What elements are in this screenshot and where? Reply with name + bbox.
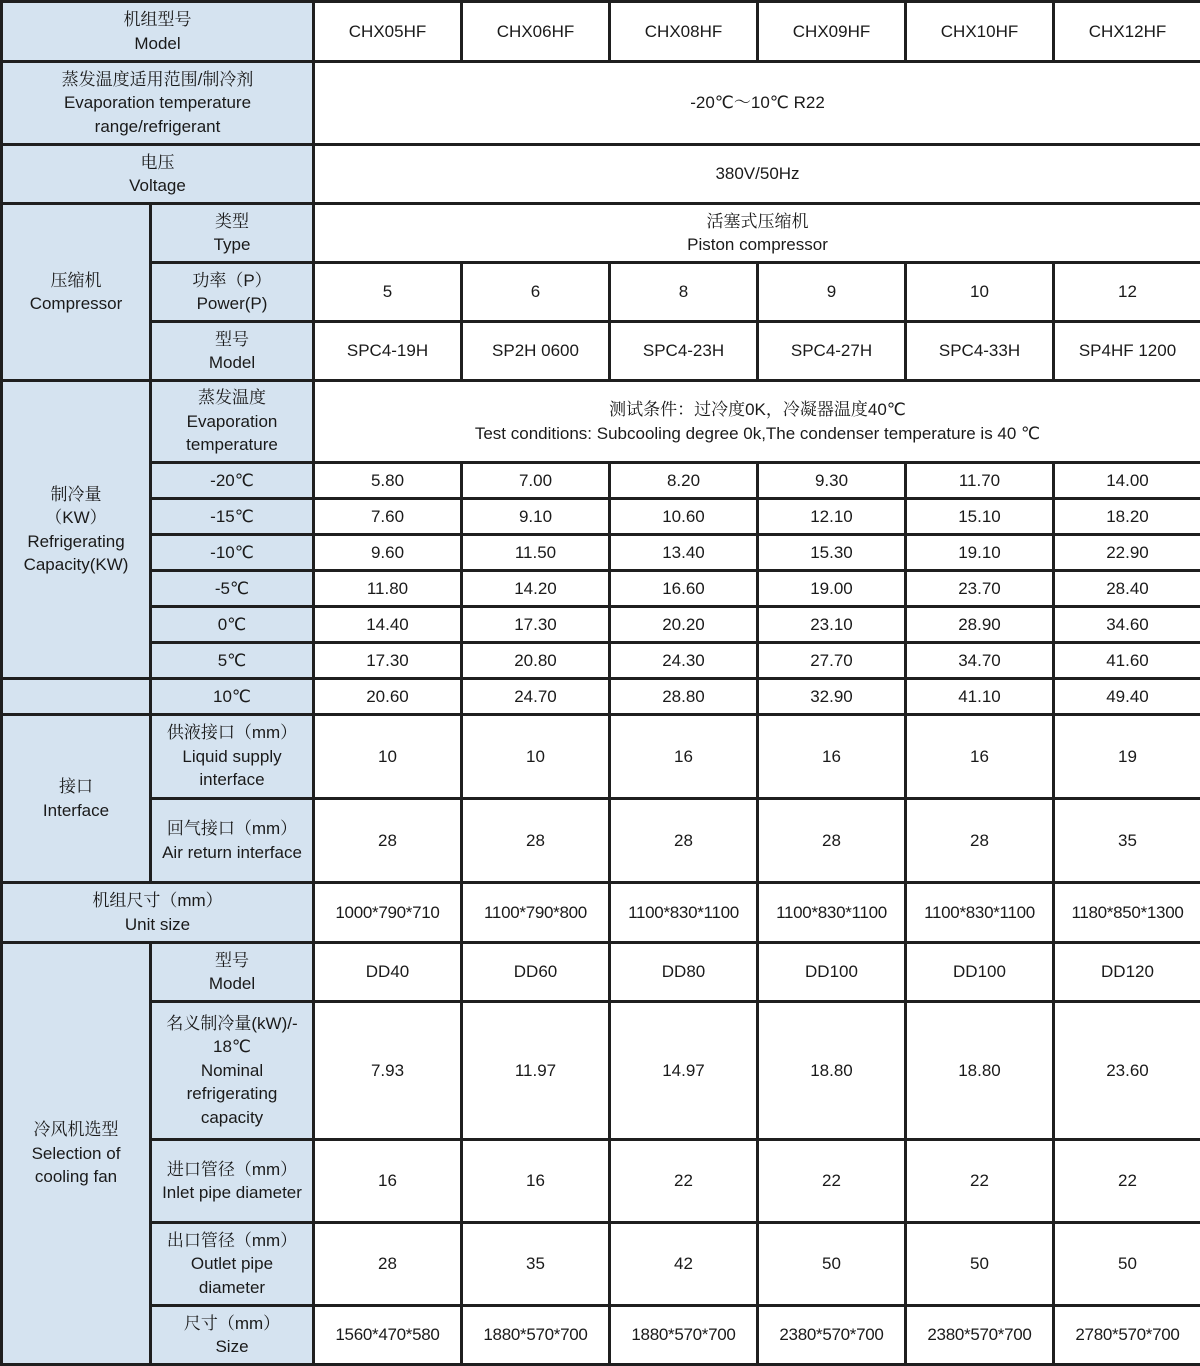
fan-size-cell: 1880*570*700 bbox=[610, 1306, 758, 1365]
capacity-row bbox=[2, 499, 1200, 535]
capacity-cell: 8.20 bbox=[610, 463, 758, 499]
power-cell: 5 bbox=[314, 263, 462, 322]
capacity-temp: 0℃ bbox=[151, 607, 314, 643]
inlet-pipe-cell: 16 bbox=[462, 1140, 610, 1223]
capacity-row bbox=[2, 679, 1200, 715]
unit-size-cell: 1000*790*710 bbox=[314, 883, 462, 943]
capacity-cell: 41.10 bbox=[906, 679, 1054, 715]
evap-range-value: -20℃～10℃ R22 bbox=[314, 62, 1200, 145]
nominal-capacity-cell: 23.60 bbox=[1054, 1002, 1200, 1140]
model-cell: CHX08HF bbox=[610, 2, 758, 62]
model-row bbox=[2, 2, 1200, 62]
type-label: 类型 Type bbox=[151, 204, 314, 263]
model-cell: CHX12HF bbox=[1054, 2, 1200, 62]
power-cell: 12 bbox=[1054, 263, 1200, 322]
power-cell: 6 bbox=[462, 263, 610, 322]
inlet-pipe-row bbox=[2, 1140, 1200, 1223]
model-cell: CHX10HF bbox=[906, 2, 1054, 62]
comp-model-cell: SPC4-23H bbox=[610, 322, 758, 381]
capacity-cell: 32.90 bbox=[758, 679, 906, 715]
outlet-pipe-label: 出口管径（mm） Outlet pipe diameter bbox=[151, 1223, 314, 1306]
capacity-temp: 10℃ bbox=[151, 679, 314, 715]
capacity-temp: -15℃ bbox=[151, 499, 314, 535]
interface-label: 接口 Interface bbox=[2, 715, 151, 883]
capacity-cell: 23.10 bbox=[758, 607, 906, 643]
air-return-cell: 28 bbox=[610, 799, 758, 883]
capacity-cell: 17.30 bbox=[314, 643, 462, 679]
fan-size-cell: 2780*570*700 bbox=[1054, 1306, 1200, 1365]
comp-model-cell: SP2H 0600 bbox=[462, 322, 610, 381]
nominal-capacity-cell: 11.97 bbox=[462, 1002, 610, 1140]
capacity-row bbox=[2, 571, 1200, 607]
comp-model-cell: SPC4-27H bbox=[758, 322, 906, 381]
evap-range-row bbox=[2, 62, 1200, 145]
capacity-cell: 11.70 bbox=[906, 463, 1054, 499]
unit-size-cell: 1100*790*800 bbox=[462, 883, 610, 943]
capacity-cell: 9.30 bbox=[758, 463, 906, 499]
capacity-cell: 9.10 bbox=[462, 499, 610, 535]
inlet-pipe-label: 进口管径（mm） Inlet pipe diameter bbox=[151, 1140, 314, 1223]
air-return-cell: 28 bbox=[906, 799, 1054, 883]
outlet-pipe-cell: 50 bbox=[1054, 1223, 1200, 1306]
liquid-supply-label: 供液接口（mm） Liquid supply interface bbox=[151, 715, 314, 799]
unit-size-cell: 1100*830*1100 bbox=[758, 883, 906, 943]
capacity-cell: 34.70 bbox=[906, 643, 1054, 679]
capacity-cell: 14.40 bbox=[314, 607, 462, 643]
fan-model-cell: DD40 bbox=[314, 943, 462, 1002]
air-return-label: 回气接口（mm） Air return interface bbox=[151, 799, 314, 883]
capacity-cell: 14.00 bbox=[1054, 463, 1200, 499]
nominal-capacity-label: 名义制冷量(kW)/- 18℃ Nominal refrigerating capacity bbox=[151, 1002, 314, 1140]
capacity-cell: 9.60 bbox=[314, 535, 462, 571]
comp-model-cell: SPC4-33H bbox=[906, 322, 1054, 381]
voltage-label: 电压 Voltage bbox=[2, 145, 314, 204]
unit-size-row bbox=[2, 883, 1200, 943]
power-label: 功率（P） Power(P) bbox=[151, 263, 314, 322]
air-return-cell: 35 bbox=[1054, 799, 1200, 883]
capacity-label: 制冷量 （KW） Refrigerating Capacity(KW) bbox=[2, 381, 151, 679]
model-label: 机组型号 Model bbox=[2, 2, 314, 62]
capacity-cell: 16.60 bbox=[610, 571, 758, 607]
evap-range-label: 蒸发温度适用范围/制冷剂 Evaporation temperature range/refrigerant bbox=[2, 62, 314, 145]
capacity-temp: -5℃ bbox=[151, 571, 314, 607]
fan-size-cell: 2380*570*700 bbox=[758, 1306, 906, 1365]
capacity-cell: 11.80 bbox=[314, 571, 462, 607]
capacity-cell: 11.50 bbox=[462, 535, 610, 571]
air-return-row bbox=[2, 799, 1200, 883]
capacity-cell: 20.60 bbox=[314, 679, 462, 715]
liquid-supply-cell: 16 bbox=[610, 715, 758, 799]
capacity-cell: 28.40 bbox=[1054, 571, 1200, 607]
unit-size-label: 机组尺寸（mm） Unit size bbox=[2, 883, 314, 943]
capacity-row bbox=[2, 643, 1200, 679]
air-return-cell: 28 bbox=[462, 799, 610, 883]
capacity-cell: 19.10 bbox=[906, 535, 1054, 571]
liquid-supply-cell: 10 bbox=[462, 715, 610, 799]
nominal-capacity-row bbox=[2, 1002, 1200, 1140]
nominal-capacity-cell: 18.80 bbox=[758, 1002, 906, 1140]
outlet-pipe-row bbox=[2, 1223, 1200, 1306]
fan-model-row bbox=[2, 943, 1200, 1002]
capacity-cell: 10.60 bbox=[610, 499, 758, 535]
fan-model-cell: DD120 bbox=[1054, 943, 1200, 1002]
capacity-row bbox=[2, 463, 1200, 499]
unit-size-cell: 1100*830*1100 bbox=[610, 883, 758, 943]
capacity-cell: 22.90 bbox=[1054, 535, 1200, 571]
fan-size-row bbox=[2, 1306, 1200, 1365]
capacity-cell: 49.40 bbox=[1054, 679, 1200, 715]
capacity-cell: 23.70 bbox=[906, 571, 1054, 607]
capacity-cell: 14.20 bbox=[462, 571, 610, 607]
evap-temp-label: 蒸发温度 Evaporation temperature bbox=[151, 381, 314, 463]
comp-model-label: 型号 Model bbox=[151, 322, 314, 381]
test-conditions: 测试条件：过冷度0K，冷凝器温度40℃ Test conditions: Subcooling degree 0k,The condenser temperature is 40 ℃ bbox=[314, 381, 1200, 463]
unit-size-cell: 1100*830*1100 bbox=[906, 883, 1054, 943]
nominal-capacity-cell: 14.97 bbox=[610, 1002, 758, 1140]
capacity-temp: 5℃ bbox=[151, 643, 314, 679]
fan-model-label: 型号 Model bbox=[151, 943, 314, 1002]
inlet-pipe-cell: 22 bbox=[610, 1140, 758, 1223]
model-cell: CHX05HF bbox=[314, 2, 462, 62]
outlet-pipe-cell: 50 bbox=[906, 1223, 1054, 1306]
inlet-pipe-cell: 22 bbox=[758, 1140, 906, 1223]
fan-model-cell: DD100 bbox=[906, 943, 1054, 1002]
air-return-cell: 28 bbox=[758, 799, 906, 883]
capacity-row bbox=[2, 607, 1200, 643]
outlet-pipe-cell: 35 bbox=[462, 1223, 610, 1306]
capacity-cell: 20.20 bbox=[610, 607, 758, 643]
fan-size-label: 尺寸（mm） Size bbox=[151, 1306, 314, 1365]
test-conditions-row bbox=[2, 381, 1200, 463]
outlet-pipe-cell: 42 bbox=[610, 1223, 758, 1306]
capacity-cell: 13.40 bbox=[610, 535, 758, 571]
capacity-temp: -20℃ bbox=[151, 463, 314, 499]
power-cell: 8 bbox=[610, 263, 758, 322]
compressor-type-row bbox=[2, 204, 1200, 263]
fan-size-cell: 1560*470*580 bbox=[314, 1306, 462, 1365]
capacity-temp: -10℃ bbox=[151, 535, 314, 571]
inlet-pipe-cell: 16 bbox=[314, 1140, 462, 1223]
voltage-value: 380V/50Hz bbox=[314, 145, 1200, 204]
capacity-cell: 34.60 bbox=[1054, 607, 1200, 643]
liquid-supply-row bbox=[2, 715, 1200, 799]
fan-size-cell: 2380*570*700 bbox=[906, 1306, 1054, 1365]
compressor-model-row bbox=[2, 322, 1200, 381]
liquid-supply-cell: 16 bbox=[758, 715, 906, 799]
capacity-cell: 18.20 bbox=[1054, 499, 1200, 535]
compressor-power-row bbox=[2, 263, 1200, 322]
capacity-cell: 7.00 bbox=[462, 463, 610, 499]
capacity-cell: 5.80 bbox=[314, 463, 462, 499]
voltage-row bbox=[2, 145, 1200, 204]
capacity-cell: 17.30 bbox=[462, 607, 610, 643]
fan-model-cell: DD100 bbox=[758, 943, 906, 1002]
capacity-cell: 28.80 bbox=[610, 679, 758, 715]
capacity-cell: 15.30 bbox=[758, 535, 906, 571]
outlet-pipe-cell: 50 bbox=[758, 1223, 906, 1306]
capacity-cell: 15.10 bbox=[906, 499, 1054, 535]
model-cell: CHX09HF bbox=[758, 2, 906, 62]
fan-size-cell: 1880*570*700 bbox=[462, 1306, 610, 1365]
liquid-supply-cell: 19 bbox=[1054, 715, 1200, 799]
cooling-fan-label: 冷风机选型 Selection of cooling fan bbox=[2, 943, 151, 1365]
comp-model-cell: SPC4-19H bbox=[314, 322, 462, 381]
capacity-cell: 24.30 bbox=[610, 643, 758, 679]
capacity-cell: 41.60 bbox=[1054, 643, 1200, 679]
liquid-supply-cell: 16 bbox=[906, 715, 1054, 799]
capacity-cell: 27.70 bbox=[758, 643, 906, 679]
nominal-capacity-cell: 18.80 bbox=[906, 1002, 1054, 1140]
unit-size-cell: 1180*850*1300 bbox=[1054, 883, 1200, 943]
air-return-cell: 28 bbox=[314, 799, 462, 883]
power-cell: 9 bbox=[758, 263, 906, 322]
liquid-supply-cell: 10 bbox=[314, 715, 462, 799]
compressor-label: 压缩机 Compressor bbox=[2, 204, 151, 381]
capacity-blank-cell bbox=[2, 679, 151, 715]
fan-model-cell: DD60 bbox=[462, 943, 610, 1002]
capacity-cell: 12.10 bbox=[758, 499, 906, 535]
capacity-cell: 19.00 bbox=[758, 571, 906, 607]
capacity-row bbox=[2, 535, 1200, 571]
capacity-cell: 24.70 bbox=[462, 679, 610, 715]
comp-model-cell: SP4HF 1200 bbox=[1054, 322, 1200, 381]
power-cell: 10 bbox=[906, 263, 1054, 322]
capacity-cell: 28.90 bbox=[906, 607, 1054, 643]
inlet-pipe-cell: 22 bbox=[906, 1140, 1054, 1223]
model-cell: CHX06HF bbox=[462, 2, 610, 62]
inlet-pipe-cell: 22 bbox=[1054, 1140, 1200, 1223]
fan-model-cell: DD80 bbox=[610, 943, 758, 1002]
capacity-cell: 7.60 bbox=[314, 499, 462, 535]
capacity-cell: 20.80 bbox=[462, 643, 610, 679]
compressor-type-value: 活塞式压缩机 Piston compressor bbox=[314, 204, 1200, 263]
nominal-capacity-cell: 7.93 bbox=[314, 1002, 462, 1140]
outlet-pipe-cell: 28 bbox=[314, 1223, 462, 1306]
